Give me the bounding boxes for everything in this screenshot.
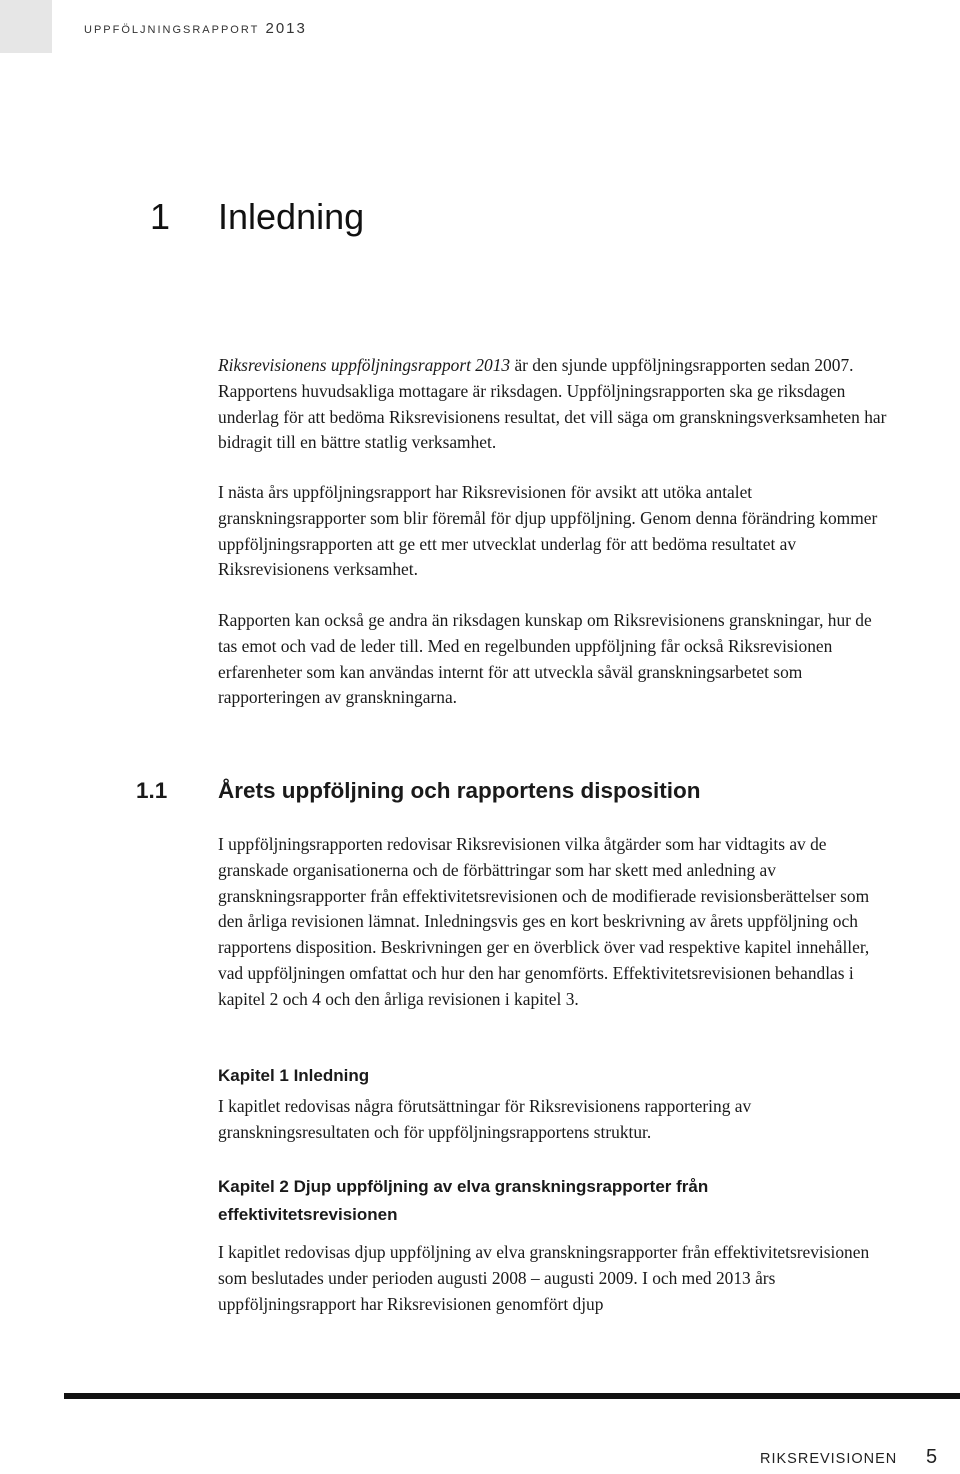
report-title-italic: Riksrevisionens uppföljningsrapport 2013 xyxy=(218,355,511,375)
section-heading xyxy=(136,778,701,804)
section-paragraph xyxy=(218,832,890,1013)
intro-paragraph-2 xyxy=(218,480,890,583)
intro-paragraph-1-text: är den sjunde uppföljningsrapporten sedan 2007. Rapportens huvudsakliga mottagare är riksdagen. Uppföljningsrapporten ska ge riksdagen underlag för att bedöma Riksrevisionens resultat, det vill säga om granskningsverksamheten har bidragit till en bättre statlig verksamhet. xyxy=(218,355,887,453)
subsection-text-1 xyxy=(218,1094,890,1146)
section-title: Årets uppföljning och rapportens disposition xyxy=(218,778,701,803)
intro-paragraph-2-text: I nästa års uppföljningsrapport har Riksrevisionen för avsikt att utöka antalet granskningsrapporter som blir föremål för djup uppföljning. Genom denna förändring kommer uppföljningsrapporten att ge ett mer utvecklat underlag för att bedöma resultatet av Riksrevisionens verksamhet. xyxy=(218,482,878,580)
running-header: uppföljningsrapport 2013 xyxy=(84,20,307,37)
subsection-text-2 xyxy=(218,1240,890,1317)
subsection-text-2-body: I kapitlet redovisas djup uppföljning av elva granskningsrapporter från effektivitetsrevisionen som beslutades under perioden augusti 2008 – augusti 2009. I och med 2013 års uppföljningsrapport har Riksrevisionen genomfört djup xyxy=(218,1242,870,1314)
subsection-heading-1: Kapitel 1 Inledning xyxy=(218,1066,370,1085)
page-number: 5 xyxy=(926,1446,938,1468)
subsection-heading-2: Kapitel 2 Djup uppföljning av elva granskningsrapporter från effektivitetsrevisionen xyxy=(218,1177,709,1224)
intro-paragraph-3-text: Rapporten kan också ge andra än riksdagen kunskap om Riksrevisionens granskningar, hur de tas emot och vad de leder till. Med en regelbunden uppföljning får också Riksrevisionen erfarenheter som kan användas internt för att utveckla såväl granskningsarbetet som rapporteringen av granskningarna. xyxy=(218,610,872,708)
section-number: 1.1 xyxy=(136,778,168,803)
chapter-heading xyxy=(150,196,364,238)
chapter-number: 1 xyxy=(150,196,171,237)
intro-paragraph-1 xyxy=(218,353,890,456)
subsection-text-1-body: I kapitlet redovisas några förutsättningar för Riksrevisionens rapportering av granskningsresultaten och för uppföljningsrapportens struktur. xyxy=(218,1096,752,1142)
intro-paragraph-3 xyxy=(218,608,890,711)
corner-tab xyxy=(0,0,52,53)
footer-rule xyxy=(64,1393,960,1399)
footer-publisher: RIKSREVISIONEN xyxy=(760,1451,898,1467)
section-paragraph-text: I uppföljningsrapporten redovisar Riksrevisionen vilka åtgärder som har vidtagits av de granskade organisationerna och de förbättringar som har skett med anledning av granskningsrapporter från effektivitetsrevisionen och de modifierade revisionsberättelser som den årliga revisionen lämnat. Inledningsvis ges en kort beskrivning av årets uppföljning och rapportens disposition. Beskrivningen ger en överblick över vad respektive kapitel innehåller, vad uppföljningen omfattat och hur den har genomförts. Effektivitetsrevisionen behandlas i kapitel 2 och 4 och den årliga revisionen i kapitel 3. xyxy=(218,834,870,1009)
chapter-title: Inledning xyxy=(218,196,365,237)
